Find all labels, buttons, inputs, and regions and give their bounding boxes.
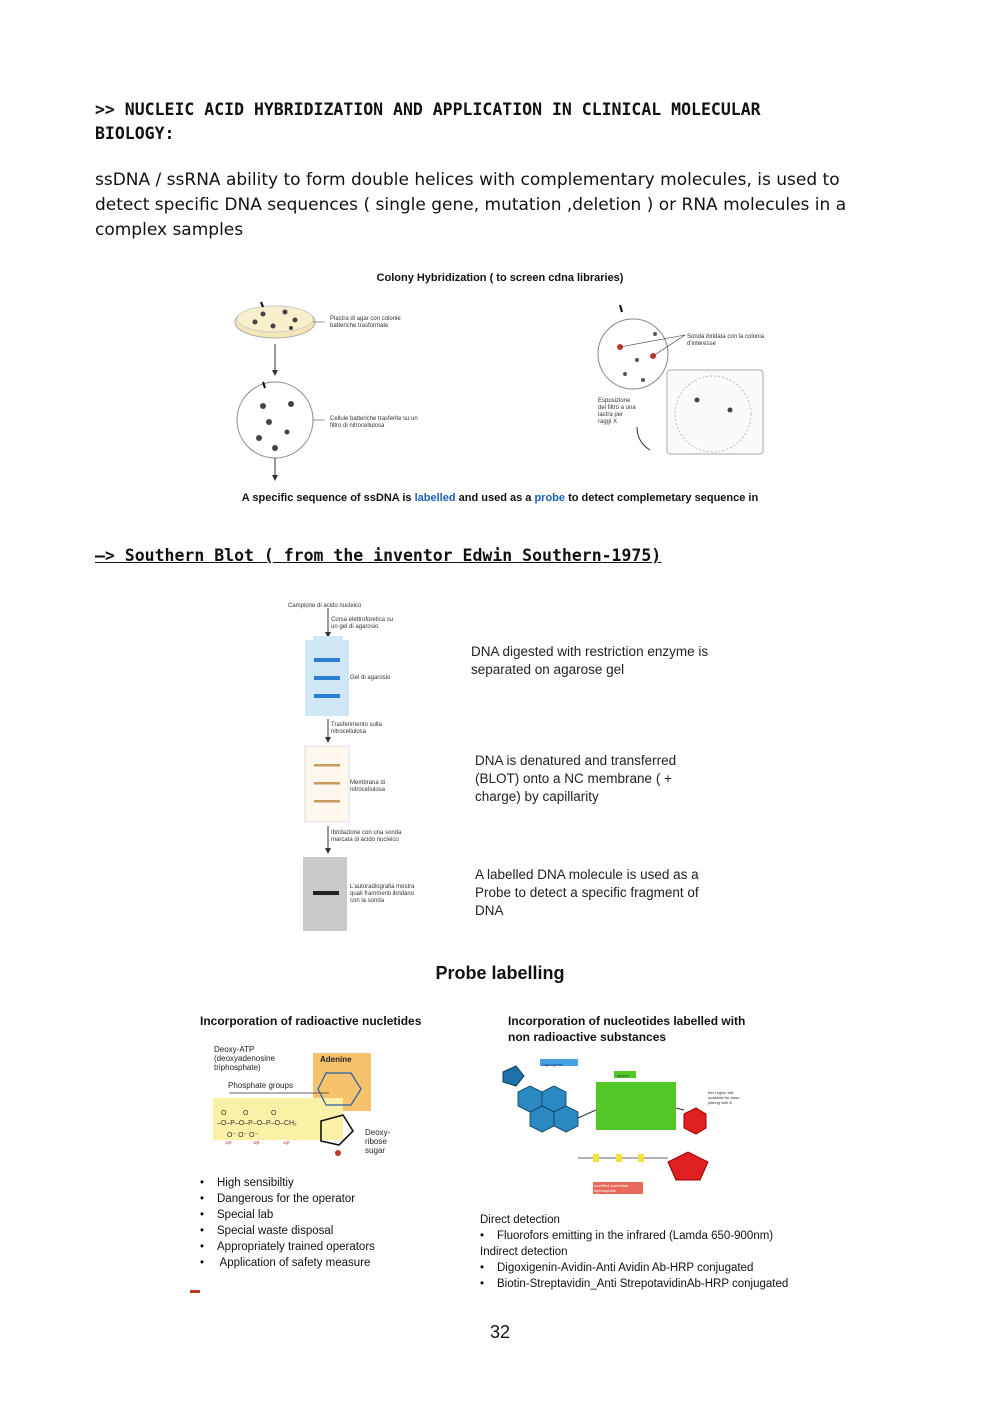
southern-blot-heading: —> Southern Blot ( from the inventor Edwin Southern-1975)	[95, 546, 662, 565]
list-item: • Appropriately trained operators	[200, 1239, 375, 1255]
list-item: • High sensibiltiy	[200, 1175, 375, 1191]
list-item: • Dangerous for the operator	[200, 1191, 375, 1207]
datp-name: Deoxy-ATP (deoxyadenosine triphosphate)	[214, 1045, 275, 1072]
list-item: • Digoxigenin-Avidin-Anti Avidin Ab-HRP conjugated	[480, 1260, 788, 1276]
radioactive-heading: Incorporation of radioactive nucletides	[200, 1014, 422, 1028]
colony-figure-caption: A specific sequence of ssDNA is labelled and used as a probe to detect complemetary sequence in	[241, 492, 759, 504]
list-item: • Application of safety measure	[200, 1255, 375, 1271]
step2-description: DNA is denatured and transferred (BLOT) onto a NC membrane ( + charge) by capillarity	[475, 753, 677, 804]
svg-text:³²P: ³²P	[283, 1141, 290, 1147]
svg-text:O: O	[271, 1110, 277, 1117]
radioactive-bullets	[200, 1175, 375, 1271]
adenine-label: Adenine	[320, 1055, 352, 1064]
indirect-detection-list	[480, 1260, 788, 1292]
red-marker	[190, 1290, 200, 1293]
southern-blot-diagram	[285, 598, 465, 933]
list-item: • Biotin-Streptavidin_Anti StrepotavidinAb-HRP conjugated	[480, 1276, 788, 1292]
svg-text:³²P: ³²P	[225, 1141, 232, 1147]
list-item: • Fluorofors emitting in the infrared (Lamda 650-900nm)	[480, 1228, 773, 1244]
colony-figure-title: Colony Hybridization ( to screen cdna libraries)	[376, 272, 624, 284]
modified-nucleotide-label: modified nucleotide triphosphate	[594, 1183, 629, 1193]
svg-text:O: O	[221, 1110, 227, 1117]
list-item: • Special lab	[200, 1207, 375, 1223]
svg-text:O: O	[243, 1110, 249, 1117]
step2-small-label: Trasferimento sulla nitrocellulosa	[331, 722, 382, 735]
direct-detection-list	[480, 1228, 773, 1244]
heading-line1: >> NUCLEIC ACID HYBRIDIZATION AND APPLICATION IN CLINICAL MOLECULAR	[95, 100, 761, 119]
label-filter: Cellule batteriche trasferite su un filtro di nitrocellulosa	[330, 416, 418, 429]
step1-gel-label: Gel di agarosio	[350, 675, 391, 681]
colony-hybridization-diagram	[225, 292, 770, 487]
step3-small-label: Ibridazione con una sonda marcata di acido nucleico	[331, 830, 402, 843]
step1-description: DNA digested with restriction enzyme is separated on agarose gel	[471, 644, 709, 677]
probe-labelling-title: Probe labelling	[435, 963, 565, 983]
label-agar-plate: Piastra di agar con colonie batteriche trasformate	[330, 316, 401, 329]
step1-small-label: Corsa elettroforetica su un gel di agarosio	[331, 617, 394, 630]
base-pairing-note: this region still available for base-pairing with A	[708, 1090, 741, 1105]
page-number: 32	[489, 1322, 511, 1342]
svg-text:O⁻ O⁻ O⁻: O⁻ O⁻ O⁻	[227, 1132, 259, 1139]
step3-gel-label: L'autoradiografia mostra quali frammenti ibridano con la sonda	[350, 884, 415, 904]
label-probe-hybridized: Sonda ibridata con la colonia d'interesse	[687, 334, 765, 347]
digoxigenin-label: Digoxigenin	[542, 1062, 563, 1067]
list-item: • Special waste disposal	[200, 1223, 375, 1239]
indirect-detection-label: Indirect detection	[480, 1246, 568, 1258]
step3-description: A labelled DNA molecule is used as a Probe to detect a specific fragment of DNA	[475, 867, 699, 918]
label-xray-exposure: Esposizione del filtro a una lastra per raggi X	[598, 398, 636, 425]
intro-paragraph: ssDNA / ssRNA ability to form double helices with complementary molecules, is used to detect specific DNA sequences ( single gene, mutation ,deletion ) or RNA molecules in a complex samples	[95, 170, 847, 240]
spacer-label: spacer	[617, 1073, 630, 1078]
nonradioactive-heading: Incorporation of nucleotides labelled with non radioactive substances	[508, 1014, 746, 1044]
svg-text:³²P: ³²P	[253, 1141, 260, 1147]
svg-text:–O–P–O–P–O–P–O–CH₂: –O–P–O–P–O–P–O–CH₂	[217, 1120, 297, 1127]
phosphate-label: Phosphate groups	[228, 1081, 293, 1090]
southern-sample-label: Campione di acido nucleico	[288, 603, 362, 609]
heading-line2: BIOLOGY:	[95, 124, 175, 143]
direct-detection-label: Direct detection	[480, 1214, 560, 1226]
step2-gel-label: Membrana di nitrocellulosa	[350, 780, 386, 793]
section-heading	[95, 98, 895, 146]
sugar-label: Deoxy- ribose sugar	[365, 1128, 391, 1155]
